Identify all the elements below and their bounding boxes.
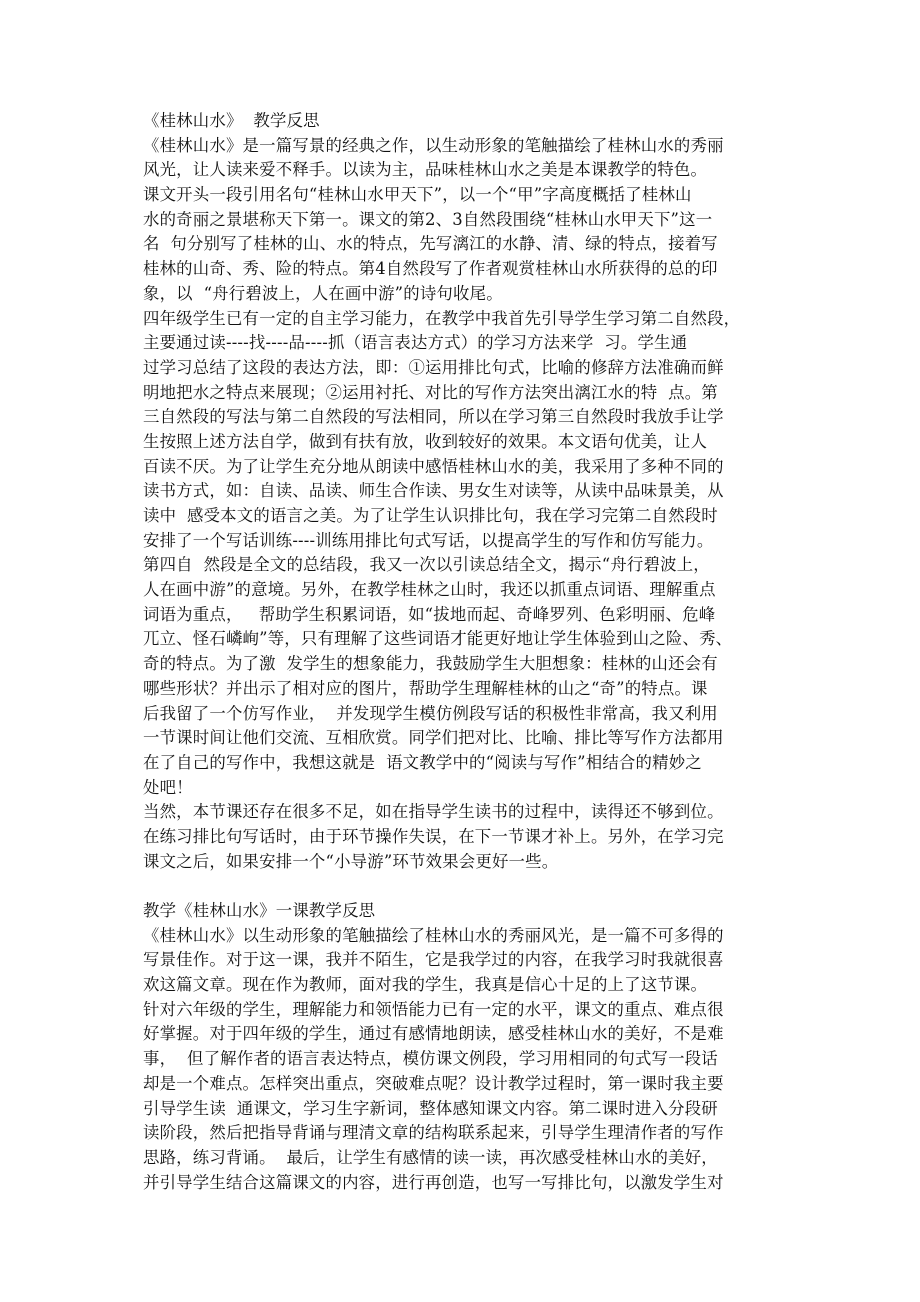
text-line: 针对六年级的学生，理解能力和领悟能力已有一定的水平，课文的重点、难点很 — [143, 999, 724, 1019]
section-body — [143, 134, 783, 875]
reflection-section-1 — [143, 109, 783, 874]
text-line: 并引导学生结合这篇课文的内容，进行再创造，也写一写排比句，以激发学生对 — [143, 1172, 724, 1192]
reflection-section-2 — [143, 899, 783, 1195]
text-line: 却是一个难点。怎样突出重点，突破难点呢？设计教学过程时，第一课时我主要 — [143, 1073, 724, 1093]
text-line: 一节课时间让他们交流、互相欣赏。同学们把对比、比喻、排比等写作方法都用 — [143, 728, 724, 748]
text-line: 桂林的山奇、秀、险的特点。第4自然段写了作者观赏桂林山水所获得的总的印 — [143, 259, 718, 279]
section-body — [143, 924, 783, 1196]
section-spacer — [143, 874, 783, 899]
text-line: 读中 感受本文的语言之美。为了让学生认识排比句，我在学习完第二自然段时 — [143, 506, 718, 525]
text-line: 处吧！ — [143, 777, 193, 797]
text-line: 人在画中游”的意境。另外，在教学桂林之山时，我还以抓重点词语、理解重点 — [143, 580, 716, 600]
text-line: 过学习总结了这段的表达方法，即：①运用排比句式，比喻的修辞方法准确而鲜 — [143, 357, 724, 377]
text-line: 哪些形状？并出示了相对应的图片，帮助学生理解桂林的山之“奇”的特点。课 — [143, 678, 708, 698]
text-line: 第四自 然段是全文的总结段，我又一次以引读总结全文，揭示“舟行碧波上， — [143, 555, 710, 575]
text-line: 读阶段，然后把指导背诵与理清文章的结构联系起来，引导学生理清作者的写作 — [143, 1123, 724, 1143]
text-line: 读书方式，如：自读、品读、师生合作读、男女生对读等，从读中品味景美，从 — [143, 481, 724, 501]
text-line: 奇的特点。为了激 发学生的想象能力，我鼓励学生大胆想象：桂林的山还会有 — [143, 654, 718, 674]
text-line: 兀立、怪石嶙峋”等，只有理解了这些词语才能更好地让学生体验到山之险、秀、 — [143, 629, 733, 649]
text-line: 《桂林山水》是一篇写景的经典之作，以生动形象的笔触描绘了桂林山水的秀丽 — [143, 135, 724, 155]
text-line: 百读不厌。为了让学生充分地从朗读中感悟桂林山水的美，我采用了多种不同的 — [143, 456, 724, 476]
text-line: 名 句分别写了桂林的山、水的特点，先写漓江的水静、清、绿的特点，接着写 — [143, 234, 718, 254]
text-line: 在练习排比句写话时，由于环节操作失误，在下一节课才补上。另外，在学习完 — [143, 826, 724, 846]
text-line: 安排了一个写话训练----训练用排比句式写话，以提高学生的写作和仿写能力。 — [143, 530, 714, 550]
text-line: 四年级学生已有一定的自主学习能力，在教学中我首先引导学生学习第二自然段， — [143, 308, 741, 328]
document-body — [143, 109, 783, 1195]
text-line: 事， 但了解作者的语言表达特点，模仿课文例段，学习用相同的句式写一段话 — [143, 1049, 718, 1069]
text-line: 课文之后，如果安排一个“小导游”环节效果会更好一些。 — [143, 851, 559, 871]
text-line: 课文开头一段引用名句“桂林山水甲天下”，以一个“甲”字高度概括了桂林山 — [143, 185, 692, 205]
text-line: 明地把水之特点来展现；②运用衬托、对比的写作方法突出漓江水的特 点。第 — [143, 382, 718, 402]
text-line: 在了自己的写作中，我想这就是 语文教学中的“阅读与写作”相结合的精妙之 — [143, 752, 702, 772]
text-line: 《桂林山水》以生动形象的笔触描绘了桂林山水的秀丽风光，是一篇不可多得的 — [143, 925, 724, 945]
section-title: 教学《桂林山水》一课教学反思 — [143, 901, 376, 920]
text-line: 三自然段的写法与第二自然段的写法相同，所以在学习第三自然段时我放手让学 — [143, 407, 724, 427]
text-line: 当然，本节课还存在很多不足，如在指导学生读书的过程中，读得还不够到位。 — [143, 802, 724, 822]
text-line: 思路，练习背诵。 最后，让学生有感情的读一读，再次感受桂林山水的美好， — [143, 1147, 718, 1167]
text-line: 词语为重点， 帮助学生积累词语，如“拔地而起、奇峰罗列、色彩明丽、危峰 — [143, 604, 716, 624]
text-line: 写景佳作。对于这一课，我并不陌生，它是我学过的内容，在我学习时我就很喜 — [143, 950, 724, 970]
text-line: 后我留了一个仿写作业， 并发现学生模仿例段写话的积极性非常高，我又利用 — [143, 703, 718, 723]
text-line: 风光，让人读来爱不释手。以读为主，品味桂林山水之美是本课教学的特色。 — [143, 160, 708, 180]
text-line: 象，以 “舟行碧波上，人在画中游”的诗句收尾。 — [143, 283, 503, 303]
text-line: 欢这篇文章。现在作为教师，面对我的学生，我真是信心十足的上了这节课。 — [143, 975, 708, 995]
text-line: 主要通过读----找----品----抓（语言表达方式）的学习方法来学 习。学生通 — [143, 333, 688, 353]
text-line: 好掌握。对于四年级的学生，通过有感情地朗读，感受桂林山水的美好，不是难 — [143, 1024, 724, 1044]
text-line: 引导学生读 通课文，学习生字新词，整体感知课文内容。第二课时进入分段研 — [143, 1098, 718, 1118]
text-line: 水的奇丽之景堪称天下第一。课文的第2、3自然段围绕“桂林山水甲天下”这一 — [143, 209, 713, 229]
section-title: 《桂林山水》 教学反思 — [143, 111, 320, 130]
text-line: 生按照上述方法自学，做到有扶有放，收到较好的效果。本文语句优美，让人 — [143, 431, 708, 451]
